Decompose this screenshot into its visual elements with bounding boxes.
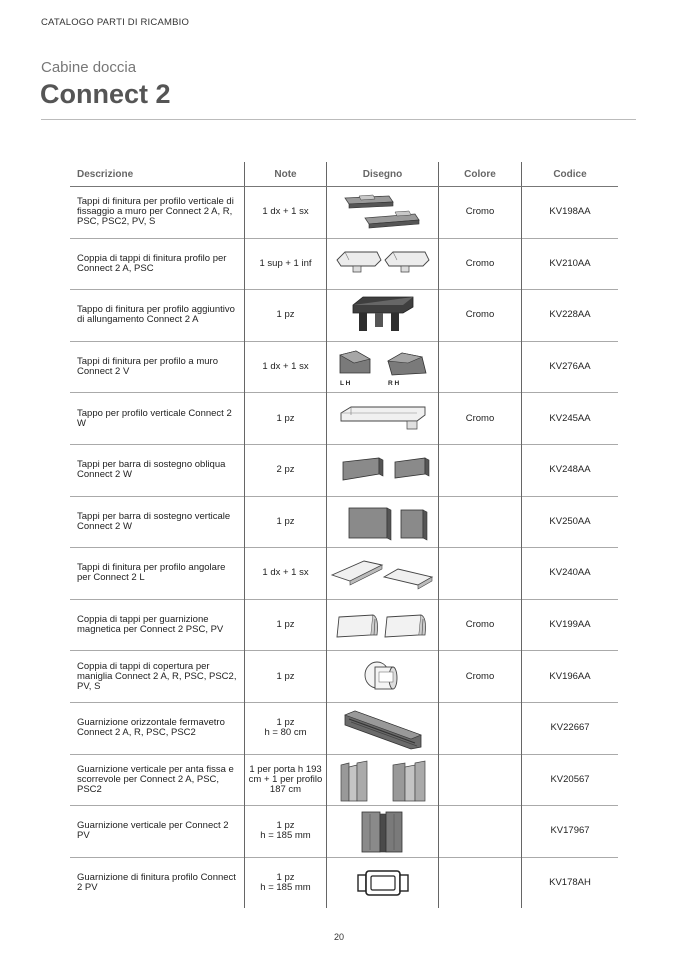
row-code: KV248AA — [522, 444, 619, 496]
table-row — [70, 341, 618, 393]
row-code: KV198AA — [522, 187, 619, 239]
row-notes: 1 pz — [245, 393, 327, 445]
row-code: KV240AA — [522, 548, 619, 600]
column-header-color: Colore — [439, 162, 522, 187]
magnetic-seal-cap-icon — [331, 605, 435, 645]
row-color: Cromo — [439, 238, 522, 290]
column-header-notes: Note — [245, 162, 327, 187]
row-code: KV196AA — [522, 651, 619, 703]
row-color — [439, 754, 522, 806]
row-description: Tappi per barra di sostegno verticale Connect 2 W — [70, 496, 245, 548]
parts-table — [70, 162, 618, 908]
row-code: KV276AA — [522, 341, 619, 393]
row-code: KV199AA — [522, 599, 619, 651]
table-row — [70, 444, 618, 496]
row-notes: 1 pz h = 185 mm — [245, 806, 327, 858]
row-notes: 1 dx + 1 sx — [245, 548, 327, 600]
row-color — [439, 702, 522, 754]
row-color — [439, 496, 522, 548]
vertical-seal-pv-icon — [348, 808, 418, 854]
row-notes: 1 pz — [245, 496, 327, 548]
row-code: KV20567 — [522, 754, 619, 806]
row-code: KV250AA — [522, 496, 619, 548]
table-header-row — [70, 162, 618, 187]
row-notes: 1 per porta h 193 cm + 1 per profilo 187 cm — [245, 754, 327, 806]
lh-label: L H — [339, 380, 350, 388]
table-row — [70, 496, 618, 548]
row-notes: 1 pz h = 185 mm — [245, 857, 327, 908]
table-row — [70, 393, 618, 445]
row-color — [439, 857, 522, 908]
row-notes: 1 pz — [245, 599, 327, 651]
table-row — [70, 548, 618, 600]
row-notes: 1 sup + 1 inf — [245, 238, 327, 290]
vertical-profile-cap-icon — [333, 399, 433, 439]
table-row — [70, 754, 618, 806]
row-description: Guarnizione orizzontale fermavetro Connect 2 A, R, PSC, PSC2 — [70, 702, 245, 754]
page-subtitle: Cabine doccia — [41, 59, 137, 76]
column-header-drawing: Disegno — [327, 162, 439, 187]
table-row — [70, 857, 618, 908]
row-color: Cromo — [439, 599, 522, 651]
table-row — [70, 702, 618, 754]
horizontal-seal-icon — [335, 705, 431, 751]
row-color: Cromo — [439, 290, 522, 342]
row-color: Cromo — [439, 651, 522, 703]
row-description: Tappo di finitura per profilo aggiuntivo di allungamento Connect 2 A — [70, 290, 245, 342]
angular-profile-cap-icon — [328, 551, 438, 595]
row-code: KV245AA — [522, 393, 619, 445]
row-description: Tappi per barra di sostegno obliqua Connect 2 W — [70, 444, 245, 496]
column-header-description: Descrizione — [70, 162, 245, 187]
row-color: Cromo — [439, 393, 522, 445]
vertical-seal-pair-icon — [331, 757, 435, 803]
end-cap-pair-icon — [333, 190, 433, 234]
row-color: Cromo — [439, 187, 522, 239]
row-notes: 1 dx + 1 sx — [245, 187, 327, 239]
row-color — [439, 341, 522, 393]
rh-label: R H — [387, 380, 399, 388]
table-row — [70, 238, 618, 290]
row-description: Tappo per profilo verticale Connect 2 W — [70, 393, 245, 445]
row-code: KV210AA — [522, 238, 619, 290]
row-description: Coppia di tappi di finitura profilo per Connect 2 A, PSC — [70, 238, 245, 290]
row-description: Guarnizione verticale per Connect 2 PV — [70, 806, 245, 858]
wall-cap-lh-rh-icon — [330, 345, 436, 389]
table-row — [70, 187, 618, 239]
row-color — [439, 806, 522, 858]
row-notes: 1 pz h = 80 cm — [245, 702, 327, 754]
row-code: KV228AA — [522, 290, 619, 342]
page-title: Connect 2 — [40, 79, 171, 109]
profile-cap-pair-icon — [331, 244, 435, 284]
row-code: KV17967 — [522, 806, 619, 858]
extension-cap-icon — [343, 293, 423, 337]
table-row — [70, 599, 618, 651]
row-description: Coppia di tappi di copertura per maniglia Connect 2 A, R, PSC, PSC2, PV, S — [70, 651, 245, 703]
catalog-label: CATALOGO PARTI DI RICAMBIO — [41, 17, 190, 28]
row-notes: 2 pz — [245, 444, 327, 496]
row-description: Guarnizione di finitura profilo Connect 2 PV — [70, 857, 245, 908]
handle-cover-cap-icon — [353, 655, 413, 699]
row-description: Tappi di finitura per profilo angolare per Connect 2 L — [70, 548, 245, 600]
row-color — [439, 444, 522, 496]
title-divider — [41, 119, 636, 120]
table-row — [70, 290, 618, 342]
profile-seal-section-icon — [348, 863, 418, 903]
row-notes: 1 pz — [245, 651, 327, 703]
oblique-bar-cap-icon — [333, 450, 433, 490]
row-notes: 1 pz — [245, 290, 327, 342]
row-description: Tappi di finitura per profilo verticale di fissaggio a muro per Connect 2 A, R, PSC, PSC2, PV, S — [77, 196, 234, 228]
table-row — [70, 651, 618, 703]
row-description: Guarnizione verticale per anta fissa e scorrevole per Connect 2 A, PSC, PSC2 — [70, 754, 245, 806]
page-number: 20 — [333, 932, 344, 942]
row-code: KV178AH — [522, 857, 619, 908]
row-description: Coppia di tappi per guarnizione magnetica per Connect 2 PSC, PV — [70, 599, 245, 651]
vertical-bar-cap-icon — [333, 500, 433, 544]
row-notes: 1 dx + 1 sx — [245, 341, 327, 393]
table-row — [70, 806, 618, 858]
row-code: KV22667 — [522, 702, 619, 754]
row-color — [439, 548, 522, 600]
column-header-code: Codice — [522, 162, 619, 187]
row-description: Tappi di finitura per profilo a muro Connect 2 V — [70, 341, 245, 393]
